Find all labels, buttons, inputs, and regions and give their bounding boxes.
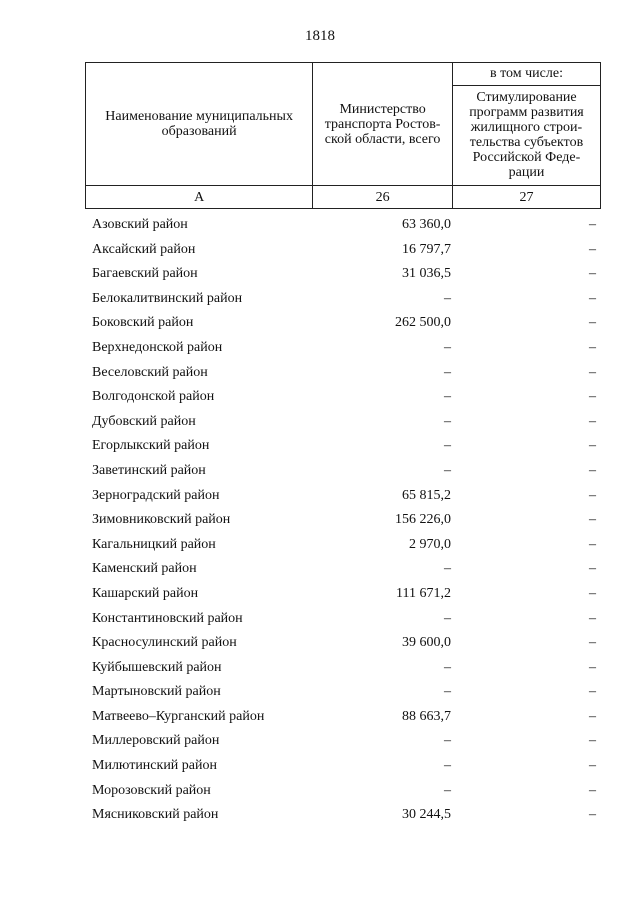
table-row [0, 607, 640, 632]
municipality-name: Егорлыкский район [92, 438, 210, 454]
ministry-value: – [444, 389, 451, 405]
table-row [0, 311, 640, 336]
header-including: в том числе: [452, 63, 600, 86]
municipality-name: Заветинский район [92, 462, 206, 478]
header-stimulation-programs: Стимулирование программ развития жилищного строи-тельства субъектов Российской Феде-рации [452, 85, 600, 185]
stimulation-value: – [589, 635, 596, 651]
table-row [0, 631, 640, 656]
ministry-value: – [444, 462, 451, 478]
ministry-value: – [444, 758, 451, 774]
stimulation-value: – [589, 708, 596, 724]
table-row [0, 484, 640, 509]
stimulation-value: – [589, 684, 596, 700]
municipality-name: Миллеровский район [92, 733, 220, 749]
municipality-name: Белокалитвинский район [92, 290, 243, 306]
ministry-value: 262 500,0 [395, 315, 451, 331]
ministry-value: 65 815,2 [402, 487, 451, 503]
table-row [0, 779, 640, 804]
table-body [0, 213, 640, 828]
table-row [0, 754, 640, 779]
stimulation-value: – [589, 266, 596, 282]
stimulation-value: – [589, 512, 596, 528]
stimulation-value: – [589, 487, 596, 503]
table-row [0, 582, 640, 607]
stimulation-value: – [589, 733, 596, 749]
table-row [0, 361, 640, 386]
stimulation-value: – [589, 389, 596, 405]
ministry-value: 31 036,5 [402, 266, 451, 282]
table-row [0, 262, 640, 287]
table-row [0, 213, 640, 238]
stimulation-value: – [589, 758, 596, 774]
ministry-value: 16 797,7 [402, 241, 451, 257]
table-row [0, 803, 640, 828]
municipality-name: Константиновский район [92, 610, 243, 626]
municipality-name: Азовский район [92, 217, 188, 232]
table-row [0, 385, 640, 410]
municipality-name: Матвеево–Курганский район [92, 708, 265, 724]
ministry-value: – [444, 782, 451, 798]
stimulation-value: – [589, 241, 596, 257]
table-row [0, 533, 640, 558]
code-cell-name: А [86, 186, 313, 209]
table-row [0, 705, 640, 730]
table-row [0, 287, 640, 312]
table-row [0, 680, 640, 705]
stimulation-value: – [589, 364, 596, 380]
municipality-name: Верхнедонской район [92, 339, 223, 355]
ministry-value: – [444, 413, 451, 429]
header-ministry-transport: Министерство транспорта Ростов-ской области, всего [313, 63, 453, 186]
code-cell-stimulation: 27 [452, 186, 600, 209]
ministry-value: 63 360,0 [402, 217, 451, 232]
municipality-name: Милютинский район [92, 758, 218, 774]
ministry-value: – [444, 290, 451, 306]
ministry-value: 111 671,2 [396, 585, 451, 601]
ministry-value: 30 244,5 [402, 807, 451, 823]
municipality-name: Кагальницкий район [92, 536, 216, 552]
municipality-name: Морозовский район [92, 782, 211, 798]
municipality-name: Дубовский район [92, 413, 196, 429]
ministry-value: – [444, 610, 451, 626]
stimulation-value: – [589, 290, 596, 306]
stimulation-value: – [589, 413, 596, 429]
ministry-value: – [444, 364, 451, 380]
municipality-name: Мясниковский район [92, 807, 219, 823]
municipality-name: Зимовниковский район [92, 512, 231, 528]
table-row [0, 508, 640, 533]
municipality-name: Волгодонской район [92, 389, 215, 405]
ministry-value: – [444, 561, 451, 577]
ministry-value: – [444, 659, 451, 675]
page-number: 1818 [305, 28, 335, 44]
stimulation-value: – [589, 782, 596, 798]
ministry-value: – [444, 684, 451, 700]
ministry-value: – [444, 733, 451, 749]
municipality-name: Багаевский район [92, 266, 198, 282]
ministry-value: – [444, 339, 451, 355]
table-row [0, 729, 640, 754]
municipality-name: Каменский район [92, 561, 197, 577]
municipality-name: Мартыновский район [92, 684, 221, 700]
stimulation-value: – [589, 610, 596, 626]
ministry-value: – [444, 438, 451, 454]
stimulation-value: – [589, 462, 596, 478]
table-row [0, 410, 640, 435]
municipality-name: Аксайский район [92, 241, 196, 257]
municipality-name: Кашарский район [92, 585, 199, 601]
stimulation-value: – [589, 536, 596, 552]
stimulation-value: – [589, 659, 596, 675]
table-header [85, 62, 601, 209]
municipality-name: Красносулинский район [92, 635, 237, 651]
stimulation-value: – [589, 315, 596, 331]
table-row [0, 459, 640, 484]
table-row [0, 238, 640, 263]
table-row [0, 557, 640, 582]
municipality-name: Боковский район [92, 315, 194, 331]
header-municipality-name: Наименование муниципальных образований [86, 63, 313, 186]
table-row [0, 656, 640, 681]
table-row [0, 434, 640, 459]
stimulation-value: – [589, 217, 596, 232]
stimulation-value: – [589, 807, 596, 823]
table-row [0, 336, 640, 361]
ministry-value: 39 600,0 [402, 635, 451, 651]
municipality-name: Куйбышевский район [92, 659, 222, 675]
ministry-value: 156 226,0 [395, 512, 451, 528]
code-cell-ministry: 26 [313, 186, 453, 209]
ministry-value: 88 663,7 [402, 708, 451, 724]
stimulation-value: – [589, 561, 596, 577]
stimulation-value: – [589, 339, 596, 355]
municipality-name: Зерноградский район [92, 487, 220, 503]
municipality-name: Веселовский район [92, 364, 208, 380]
ministry-value: 2 970,0 [409, 536, 451, 552]
stimulation-value: – [589, 585, 596, 601]
stimulation-value: – [589, 438, 596, 454]
